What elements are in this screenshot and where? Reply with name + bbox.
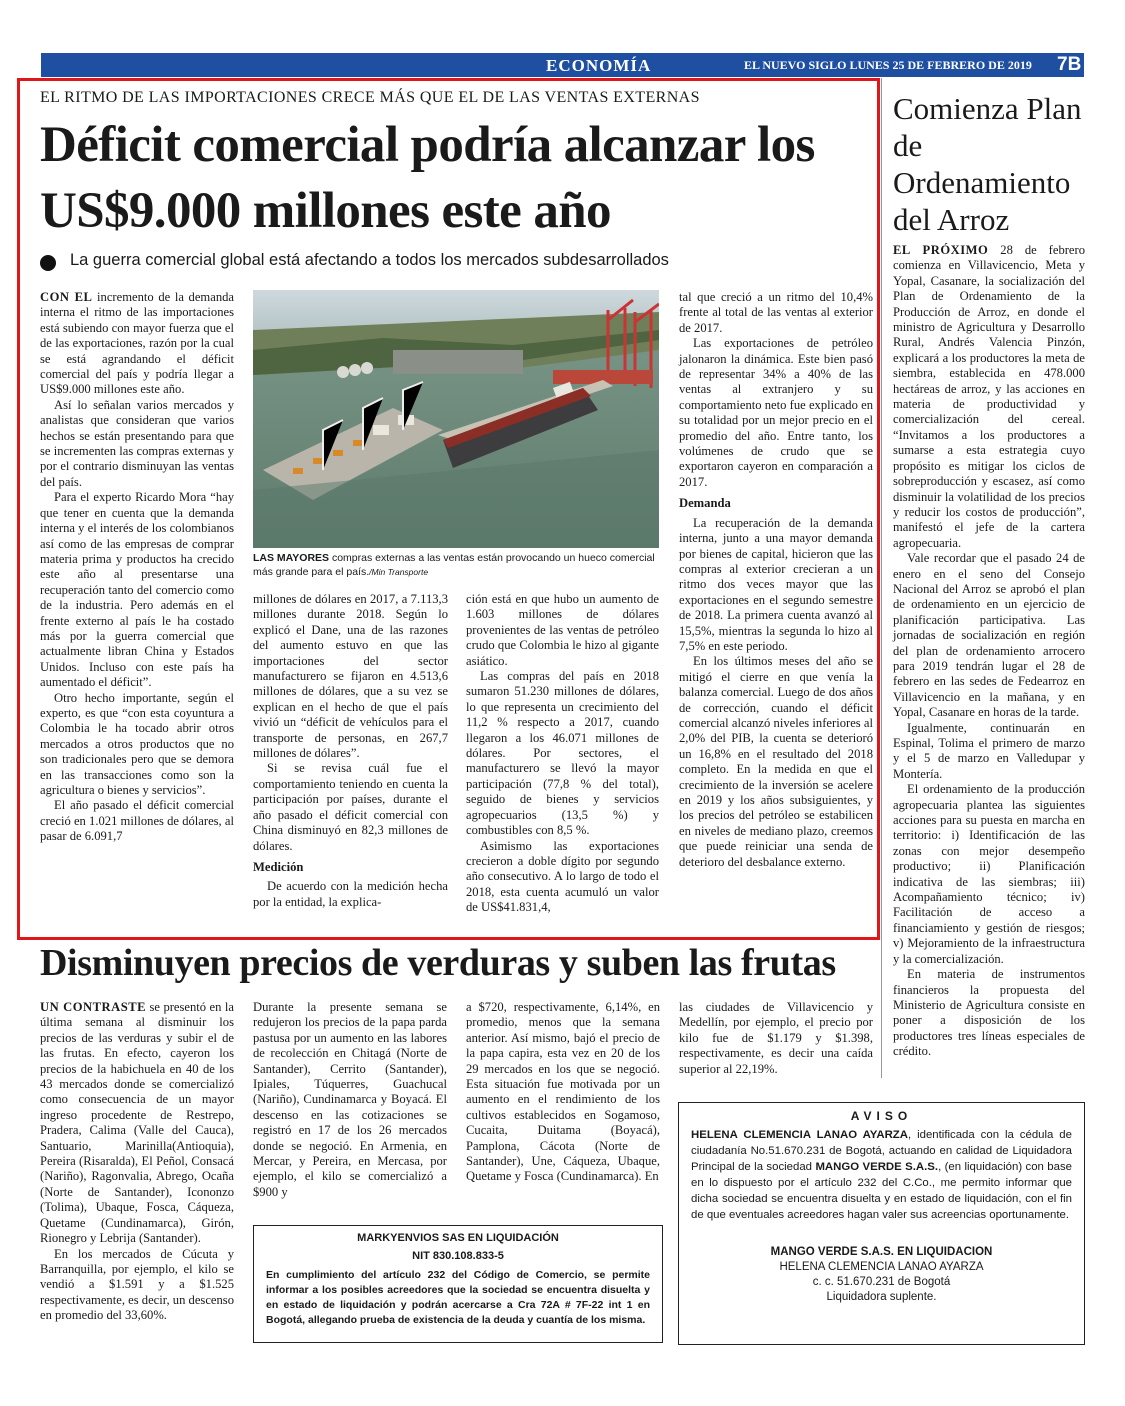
signature-role: Liquidadora suplente. xyxy=(826,1291,937,1303)
second-article-column-4 xyxy=(679,1000,873,1077)
notice-title: AVISO xyxy=(850,1109,913,1123)
paragraph: Asimismo las exportaciones crecieron a doble dígito por segundo año consecutivo. A lo largo de todo el 2018, esta cuenta acumuló un valor de US$41.831,4, xyxy=(466,838,659,915)
paragraph: Las exportaciones de petróleo jalonaron la dinámica. Este bien pasó de representar 34% a 40% de las ventas al extranjero y su comportamiento neto fue explicado en su totalidad por un mejor precio en el promedio del año. Entre tanto, los volúmenes de crudo que se exportaron cayeron en comparación a 2017. xyxy=(679,336,873,489)
main-article-column-2 xyxy=(253,592,448,910)
lead-in: CON EL xyxy=(40,290,93,304)
notice-nit: NIT 830.108.833-5 xyxy=(412,1250,504,1262)
paragraph: Las compras del país en 2018 sumaron 51.230 millones de dólares, lo que representa un crecimiento del 11,2 % respecto a 2017, cuando llegaron a los 46.071 millones de dólares. Por sectores, el manufacturero se llevó la mayor participación (77,8 % del total), seguido de bienes y servicios agropecuarios (13,5 %) y combustibles con 8,5 %. xyxy=(466,669,659,838)
paragraph-text: incremento de la demanda interna el ritmo de las importaciones está subiendo con mayor fuerza que el de las exportaciones, razón por la cual se está agrandando el déficit comercial del país y podría llegar a US$9.000 millones este año. xyxy=(40,290,235,397)
paragraph: El ordenamiento de la producción agropecuaria plantea las siguientes acciones para su puesta en marcha en territorio: i) Identificación de las zonas con mejor desempeño productivo; ii) Planificación indicativa de las siembras; iii) Acompañamiento técnico; iv) Facilitación de acceso a financiamiento y gestión de riesgos; v) Mejoramiento de la infraestructura y la comercialización. xyxy=(893,782,1085,966)
page-number: 7B xyxy=(1057,54,1082,75)
article-subhead: La guerra comercial global está afectando a todos los mercados subdesarrollados xyxy=(70,251,669,269)
column-divider xyxy=(881,78,882,1078)
paragraph: las ciudades de Villavicencio y Medellín, por ejemplo, el precio por kilo fue de $1.179 y $1.398, respectivamente, es decir una caída superior al 22,19%. xyxy=(679,1000,873,1076)
paragraph: Durante la presente semana se redujeron los precios de la papa parda pastusa por un aumento en las labores de recolección en Chitagá (Norte de Santander), Cerrito (Santander), Ipiales, Túquerres, Guachucal (Nariño), Cundinamarca y Boyacá. El descenso en las cotizaciones se registró en 17 de los 26 mercados donde se negoció. En Armenia, en Mercar, y Pereira, en Mercasa, por ejemplo, el kilo se comercializó a $900 y xyxy=(253,1000,447,1199)
sidebar-article xyxy=(893,243,1085,1060)
paragraph: Vale recordar que el pasado 24 de enero en el seno del Consejo Nacional del Arroz se aprobó el plan de ordenamiento en un ejercicio de planificación participativa. Las jornadas de socialización en región del plan de ordenamiento arrocero para 2019 tendrán lugar el 28 de febrero en las sedes de Fedearroz en Villavicencio en la mañana, y en Yopal, Casanare en horas de la tarde. xyxy=(893,551,1085,720)
paragraph-text: 28 de febrero comienza en Villavicencio, Meta y Yopal, Casanare, la socialización del Plan de Ordenamiento de la Producción de Arroz, en donde el ministro de Agricultura y Desarrollo Rural, Andrés Valencia Pinzón, explicará a los productores la meta de siembra, establecida en 478.000 hectáreas de arroz, y las acciones en materia de productividad y comercialización del cereal. “Invitamos a los productores a sumarse a esta estrategia cuyo propósito es mitigar los ciclos de sobreproducción y escasez, así como disminuir la volatilidad de los precios y reducir los costos de producción”, manifestó el jefe de la cartera agropecuaria. xyxy=(893,243,1086,550)
notice-text: , (en liquidación) con base en lo dispuesto por el artículo 232 del C.Co., me permito informar que dicha sociedad se encuentra disuelta y en estado de liquidación, con el fin de que eventuales acreedores hagan valer sus acreencias oportunamente. xyxy=(691,1161,1072,1221)
paragraph xyxy=(40,290,234,398)
notice-signature xyxy=(679,1245,1084,1305)
paragraph: En materia de instrumentos financieros la propuesta del Ministerio de Agricultura consiste en poner a disposición de los productores tres líneas especiales de crédito. xyxy=(893,967,1085,1059)
notice-title: MARKYENVIOS SAS EN LIQUIDACIÓN xyxy=(357,1232,559,1244)
photo-credit: /Min Transporte xyxy=(369,567,429,577)
port-photo-image xyxy=(253,290,659,548)
signature-company: MANGO VERDE S.A.S. EN LIQUIDACION xyxy=(770,1246,993,1258)
port-photo xyxy=(253,290,659,548)
section-header-bar xyxy=(41,53,1084,77)
paragraph: Otro hecho importante, según el experto, es que “con esta coyuntura a Colombia le ha tocado abrir otros mercados a otros productos que no son tradicionales pero que se demora en las transacciones como son la agricultura o bienes y servicios”. xyxy=(40,690,234,797)
article-headline: Déficit comercial podría alcanzar los US$9.000 millones este año xyxy=(40,117,815,239)
notice-body xyxy=(679,1123,1084,1223)
caption-text: compras externas a las ventas están provocando un hueco comercial más grande para el país. xyxy=(253,552,655,578)
paragraph: De acuerdo con la medición hecha por la entidad, la explica- xyxy=(253,879,448,909)
second-article-column-1 xyxy=(40,1000,234,1324)
paragraph: Para el experto Ricardo Mora “hay que tener en cuenta que la demanda interna y el interés de los colombianos así como de las empresas de comprar materia prima y productos ha crecido este año al presentarse una recuperación tanto del comercio como de la industria. Pero además en el frente externo al país le ha costado más por la guerra comercial que actualmente libran China y Estados Unidos. Incluso con este país ha aumentado el déficit”. xyxy=(40,490,234,690)
paragraph: El año pasado el déficit comercial creció en 1.021 millones de dólares, al pasar de 6.091,7 xyxy=(40,798,234,844)
section-subhead: Demanda xyxy=(679,496,731,511)
paragraph xyxy=(40,1000,234,1247)
notice-body: En cumplimiento del artículo 232 del Código de Comercio, se permite informar a los posibles acreedores que la sociedad se encuentra disuelta y en estado de liquidación y podrán acercarse a Cra 72A # 7F-22 int 1 en Bogotá, allegando prueba de existencia de la deuda y cuantía de los misma. xyxy=(266,1269,650,1326)
second-article-column-3 xyxy=(466,1000,660,1185)
legal-notice-aviso xyxy=(678,1102,1085,1345)
main-article-column-1 xyxy=(40,290,234,845)
paragraph: Si se revisa cuál fue el comportamiento teniendo en cuenta la participación por países, durante el año pasado el déficit comercial con China disminuyó en 82,3 millones de dólares. xyxy=(253,761,448,853)
photo-caption xyxy=(253,551,661,579)
paragraph: En los últimos meses del año se mitigó el cierre en que venía la balanza comercial. Luego de dos años de corrección, cuando el déficit comercial alcanzó niveles inferiores al 2,0% del PIB, la cuenta se deterioró un 16,8% en el resultado del 2018 completo. En la medida en que el crecimiento de la inversión se acelere en 2019 y los años subsiguientes, y los precios del petróleo se estabilicen en niveles de mediano plazo, creemos que puede reiniciar una senda de deterioro del desbalance externo. xyxy=(679,654,873,869)
notice-person-name: HELENA CLEMENCIA LANAO AYARZA xyxy=(691,1129,908,1141)
lead-in: UN CONTRASTE xyxy=(40,1000,147,1014)
paragraph: ción está en que hubo un aumento de 1.603 millones de dólares provenientes de las ventas de petróleo crudo que Colombia le hizo al gigante asiático. xyxy=(466,592,659,668)
paragraph xyxy=(893,243,1085,551)
section-subhead: Medición xyxy=(253,859,304,874)
lead-in: EL PRÓXIMO xyxy=(893,243,989,257)
second-article-headline: Disminuyen precios de verduras y suben las frutas xyxy=(40,942,836,984)
bullet-icon xyxy=(40,255,56,271)
paragraph-text: se presentó en la última semana al disminuir los precios de las verduras y subir el de las frutas. En efecto, cayeron los precios de la habichuela en 40 de los 43 mercados donde se comercializó como consecuencia de un mayor ingreso procedente de Restrepo, Pradera, Calima (Valle del Cauca), Santuario, Marinilla(Antioquia), Pereira (Risaralda), El Peñol, Consacá (Nariño), Ragonvalia, Abrego, Ocaña (Norte de Santander), Icononzo (Tolima), Ubaque, Fosca, Cáqueza, Quetame (Cundinamarca), Girón, Rionegro y Lebrija (Santander). xyxy=(40,1000,234,1246)
notice-company: MANGO VERDE S.A.S. xyxy=(815,1161,939,1173)
sidebar-title: Comienza Plan de Ordenamiento del Arroz xyxy=(893,91,1082,237)
legal-notice-markyenvios xyxy=(253,1225,663,1343)
signature-id: c. c. 51.670.231 de Bogotá xyxy=(812,1276,951,1288)
signature-name: HELENA CLEMENCIA LANAO AYARZA xyxy=(779,1261,984,1273)
section-name: ECONOMÍA xyxy=(546,56,652,75)
second-article-column-2 xyxy=(253,1000,447,1200)
paragraph: millones de dólares en 2017, a 7.113,3 millones durante 2018. Según lo explicó el Dane, una de las razones del aumento estuvo en que las importaciones del sector manufacturero se fijaron en 4.513,6 millones de dólares, que a su vez se explican en el hecho de que el país vivió un “déficit de vehículos para el transporte de personas, en 267,7 millones de dólares”. xyxy=(253,592,448,761)
paragraph: Igualmente, continuarán en Espinal, Tolima el primero de marzo y el 5 de marzo en Valledupar y Montería. xyxy=(893,720,1085,781)
article-kicker: EL RITMO DE LAS IMPORTACIONES CRECE MÁS QUE EL DE LAS VENTAS EXTERNAS xyxy=(40,89,700,106)
paragraph: Así lo señalan varios mercados y analistas que consideran que varios hechos se están presentando para que se incrementen las compras externas y por el contrario disminuyan las ventas del país. xyxy=(40,397,234,489)
main-article-column-4 xyxy=(679,290,873,870)
paragraph: tal que creció a un ritmo del 10,4% frente al total de las ventas al exterior de 2017. xyxy=(679,290,873,335)
paragraph: a $720, respectivamente, 6,14%, en promedio, menos que la semana anterior. Así mismo, bajó el precio de la papa capira, esta vez en 20 de los 29 mercados en los que se negoció. Esta situación fue motivada por un aumento en el rendimiento de los cultivos establecidos en Sogamoso, Cucaita, Duitama (Boyacá), Pamplona, Cácota (Norte de Santander), Une, Cáqueza, Ubaque, Quetame y Fosca (Cundinamarca). En xyxy=(466,1000,660,1184)
notice-text: , identificada con la cédula de ciudadanía No.51.670.231 de Bogotá, actuando en calidad de Liquidadora Principal de la sociedad xyxy=(691,1129,1072,1173)
main-article-column-3 xyxy=(466,592,659,916)
paragraph: En los mercados de Cúcuta y Barranquilla, por ejemplo, el kilo se vendió a $1.591 y a $1.525 respectivamente, es decir, un descenso en promedio del 33,60%. xyxy=(40,1246,234,1323)
paragraph: La recuperación de la demanda interna, junto a una mayor demanda por bienes de capital, hicieron que las compras al exterior crecieran a un ritmo dos veces mayor que las exportaciones en el segundo semestre de 2018. La primera cuenta avanzó al 15,5%, mientras la segunda lo hizo al 7,5% en este periodo. xyxy=(679,515,873,653)
caption-lead: LAS MAYORES xyxy=(253,552,330,564)
publication-date: EL NUEVO SIGLO LUNES 25 DE FEBRERO DE 2019 xyxy=(744,58,1032,72)
